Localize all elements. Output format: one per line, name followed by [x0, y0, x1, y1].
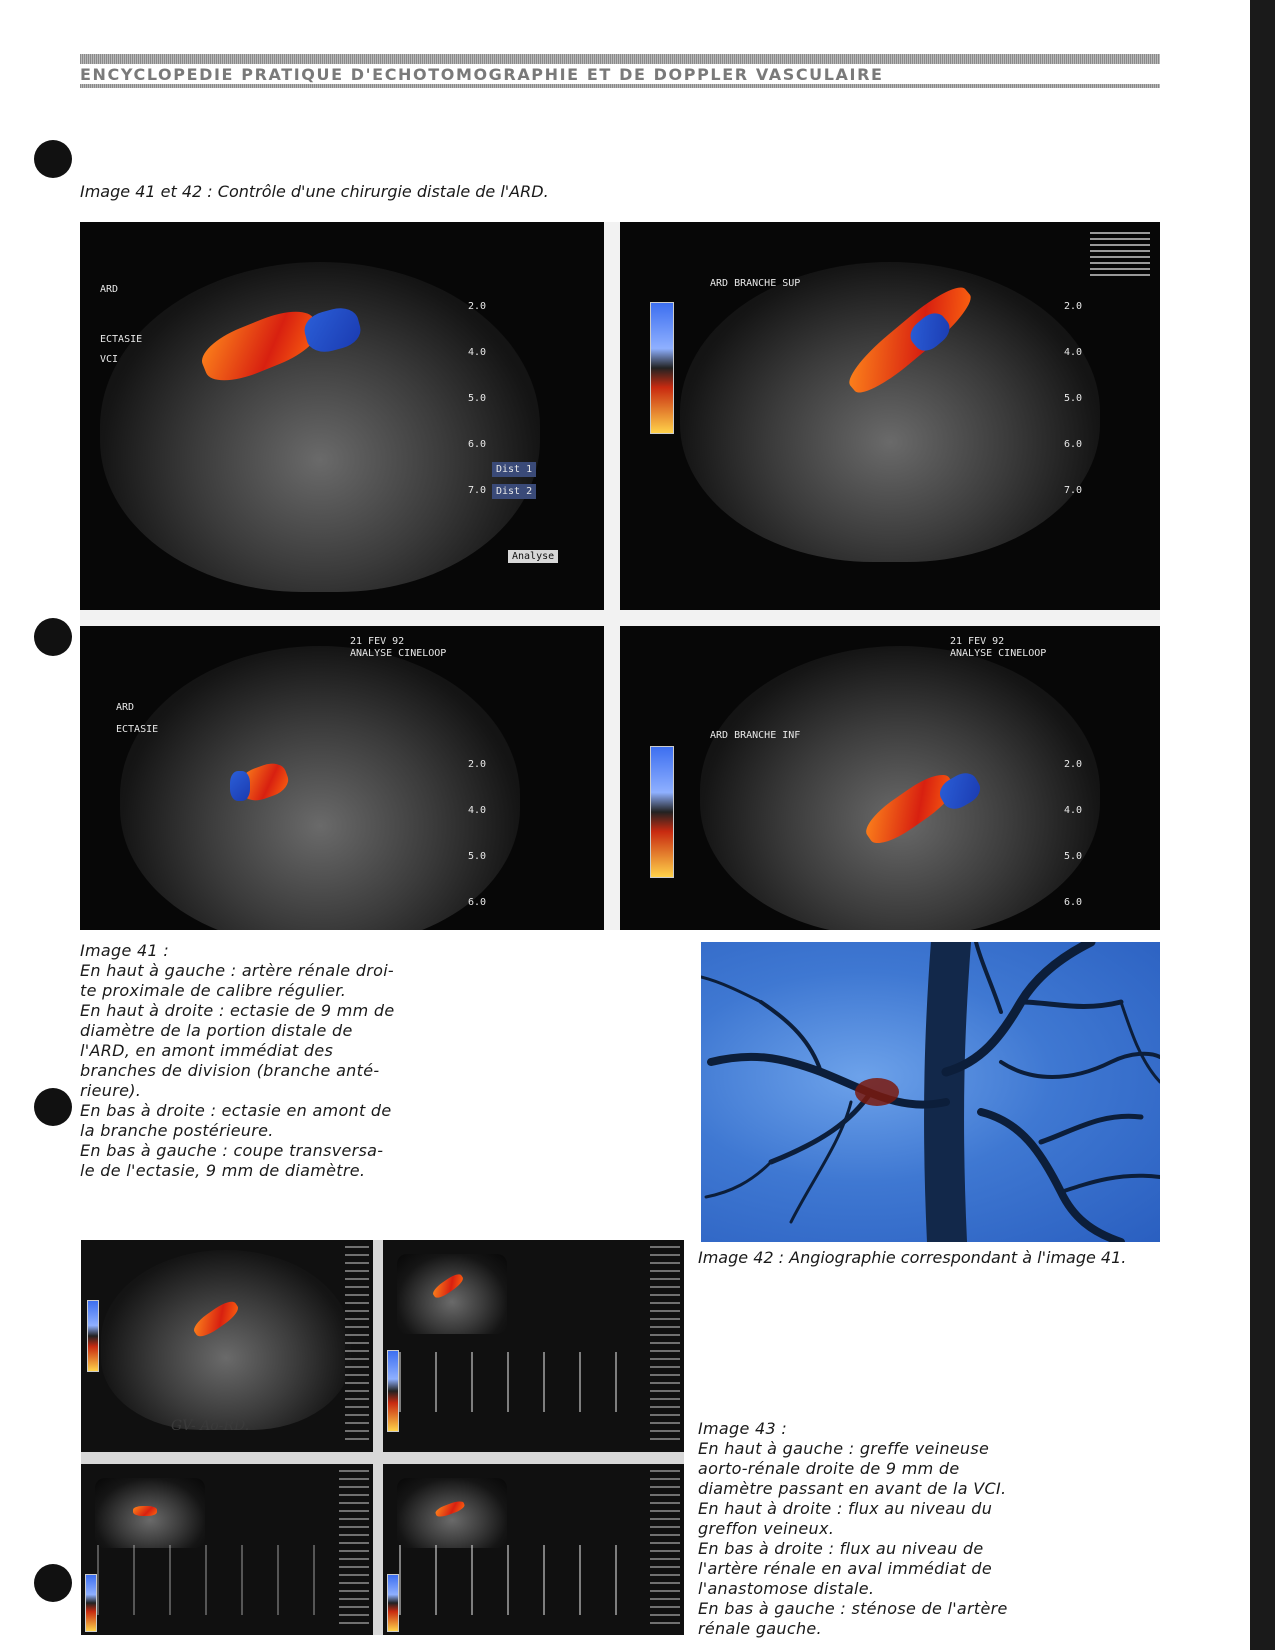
- binder-hole: [34, 1088, 72, 1126]
- running-header: ENCYCLOPEDIE PRATIQUE D'ECHOTOMOGRAPHIE ET DE DOPPLER VASCULAIRE: [80, 65, 884, 84]
- binder-hole: [34, 140, 72, 178]
- page-edge: [1250, 0, 1275, 1650]
- color-scale: [650, 302, 674, 434]
- measure-box: Dist 2: [492, 484, 536, 499]
- figure-title: Image 41 et 42 : Contrôle d'une chirurgie distale de l'ARD.: [80, 182, 549, 201]
- ultrasound-bottom-left: [80, 626, 604, 930]
- ultrasound-top-right: [620, 222, 1160, 610]
- us-date: 21 FEV 92: [950, 636, 1005, 647]
- color-scale: [87, 1300, 99, 1372]
- image-43-mosaic: [81, 1240, 684, 1635]
- angiography-vessels: [701, 942, 1160, 1242]
- us-label: VCI: [100, 354, 119, 365]
- us-label: ARD BRANCHE SUP: [710, 278, 801, 289]
- color-scale: [387, 1350, 399, 1432]
- ultrasound-top-left: [80, 222, 604, 610]
- depth-scale: 2.0 4.0 5.0 6.0 7.0: [468, 301, 487, 496]
- measure-box: Dist 1: [492, 462, 536, 477]
- us-label: ARD: [100, 284, 119, 295]
- us-header: ANALYSE CINELOOP: [950, 648, 1047, 659]
- image-43-top-left: [81, 1240, 373, 1452]
- depth-scale: 2.0 4.0 5.0 6.0: [1064, 759, 1083, 908]
- us-label: ARD: [116, 702, 135, 713]
- color-scale: [85, 1574, 97, 1632]
- image-43-bottom-left: [81, 1464, 373, 1635]
- us-label: ARD BRANCHE INF: [710, 730, 801, 741]
- header-band-bottom: [80, 84, 1160, 88]
- color-scale: [650, 746, 674, 878]
- header-band-top: [80, 54, 1160, 64]
- us-label: ECTASIE: [100, 334, 143, 345]
- us-label: ECTASIE: [116, 724, 159, 735]
- caption-image-43: Image 43 : En haut à gauche : greffe veineuse aorto-rénale droite de 9 mm de diamètre passant en avant de la VCI. En haut à droite : flux au niveau du greffon veineux. En bas à droite : flux au niveau de l'artère rénale en aval immédiat de l'anastomose distale. En bas à gauche : sténose de l'artère rénale gauche.: [698, 1419, 1008, 1638]
- image-43-top-right: [383, 1240, 684, 1452]
- angiography-image-42: [701, 942, 1160, 1242]
- image-43-bottom-right: [383, 1464, 684, 1635]
- doppler-flow-red: [133, 1506, 157, 1516]
- color-scale: [387, 1574, 399, 1632]
- caption-image-41: Image 41 : En haut à gauche : artère rénale droi- te proximale de calibre régulier. En haut à droite : ectasie de 9 mm de diamètre de la portion distale de l'ARD, en amont immédiat des branches de division (branche anté- rieure). En bas à droite : ectasie en amont de la branche postérieure. En bas à gauche : coupe transversa- le de l'ectasie, 9 mm de diamètre.: [80, 941, 395, 1180]
- handwritten-note: GV- Ao-RD.: [171, 1418, 250, 1434]
- us-header: ANALYSE CINELOOP: [350, 648, 447, 659]
- binder-hole: [34, 618, 72, 656]
- binder-hole: [34, 1564, 72, 1602]
- us-date: 21 FEV 92: [350, 636, 405, 647]
- depth-scale: 2.0 4.0 5.0 6.0: [468, 759, 487, 908]
- analyse-box: Analyse: [508, 550, 558, 563]
- doppler-flow-blue: [230, 771, 250, 801]
- image-41-mosaic: [80, 222, 1160, 930]
- depth-scale: 2.0 4.0 5.0 6.0 7.0: [1064, 301, 1083, 496]
- caption-image-42: Image 42 : Angiographie correspondant à l'image 41.: [698, 1248, 1127, 1267]
- ultrasound-bottom-right: [620, 626, 1160, 930]
